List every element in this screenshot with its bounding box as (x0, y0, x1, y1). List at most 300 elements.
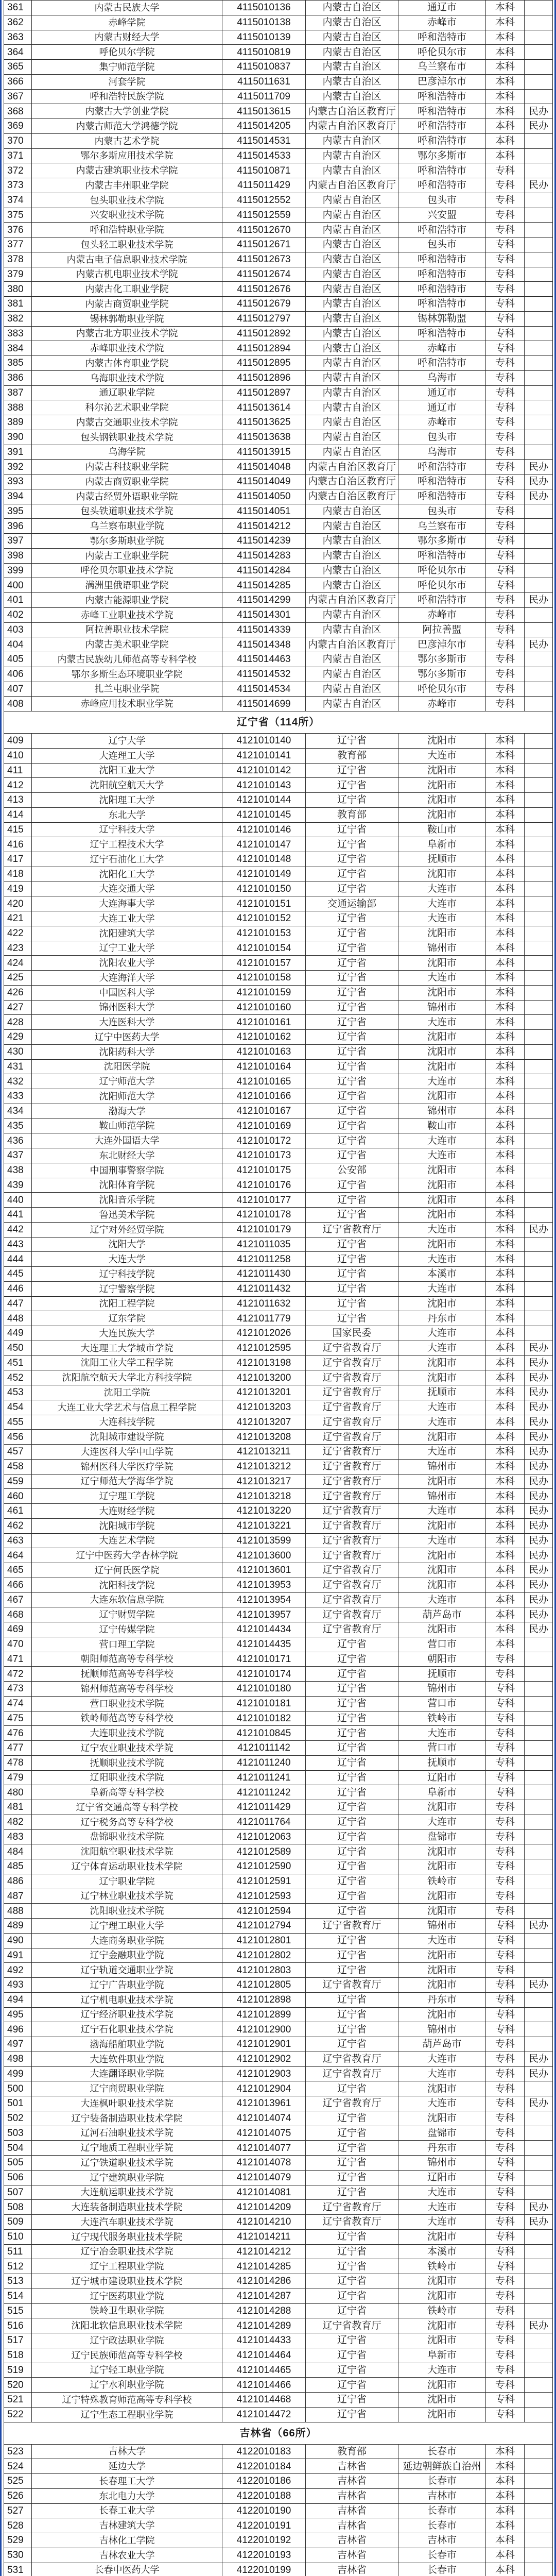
school-code-cell: 4115014299 (222, 593, 306, 608)
authority-cell: 辽宁省教育厅 (306, 1222, 398, 1237)
location-cell: 沈阳市 (398, 1889, 486, 1904)
table-row (4, 2363, 553, 2378)
location-cell: 呼和浩特市 (398, 133, 486, 148)
level-cell: 本科 (486, 1400, 525, 1415)
serial-number-cell: 382 (4, 311, 32, 326)
authority-cell: 辽宁省 (306, 1296, 398, 1311)
serial-number-cell: 472 (4, 1667, 32, 1682)
school-name-cell: 辽河石油职业技术学院 (32, 2126, 222, 2141)
table-row (4, 1489, 553, 1504)
table-row (4, 311, 553, 326)
remark-cell (525, 2274, 553, 2289)
remark-cell (525, 252, 553, 267)
school-code-cell: 4121010165 (222, 1074, 306, 1089)
level-cell: 本科 (486, 15, 525, 30)
remark-cell (525, 882, 553, 896)
authority-cell: 教育部 (306, 807, 398, 822)
authority-cell: 辽宁省教育厅 (306, 2096, 398, 2111)
location-cell: 乌兰察布市 (398, 60, 486, 75)
table-row (4, 1133, 553, 1148)
level-cell: 专科 (486, 311, 525, 326)
level-cell: 专科 (486, 1933, 525, 1948)
level-cell: 本科 (486, 867, 525, 882)
school-code-cell: 4121012589 (222, 1844, 306, 1859)
location-cell: 朝阳市 (398, 1652, 486, 1667)
remark-cell (525, 163, 553, 178)
location-cell: 沈阳市 (398, 1089, 486, 1104)
remark-cell (525, 2444, 553, 2459)
authority-cell: 内蒙古自治区 (306, 519, 398, 534)
level-cell: 专科 (486, 2022, 525, 2037)
authority-cell: 辽宁省 (306, 1178, 398, 1193)
table-row (4, 2459, 553, 2474)
school-name-cell: 大连工业大学 (32, 911, 222, 926)
remark-cell (525, 297, 553, 312)
authority-cell: 辽宁省 (306, 1889, 398, 1904)
level-cell: 专科 (486, 593, 525, 608)
level-cell: 本科 (486, 2548, 525, 2563)
level-cell: 本科 (486, 74, 525, 89)
school-code-cell: 4121013212 (222, 1459, 306, 1474)
authority-cell: 内蒙古自治区 (306, 385, 398, 400)
school-name-cell: 辽宁体育运动职业技术学院 (32, 1859, 222, 1874)
school-name-cell: 扎兰屯职业学院 (32, 682, 222, 697)
remark-cell: 民办 (525, 1548, 553, 1563)
school-code-cell: 4121010154 (222, 941, 306, 956)
table-row (4, 2378, 553, 2393)
school-name-cell: 集宁师范学院 (32, 60, 222, 75)
school-name-cell: 辽宁师范大学 (32, 1074, 222, 1089)
school-code-cell: 4121010159 (222, 985, 306, 1000)
location-cell: 沈阳市 (398, 1800, 486, 1815)
school-code-cell: 4121013198 (222, 1355, 306, 1370)
level-cell: 专科 (486, 400, 525, 415)
table-row (4, 971, 553, 986)
serial-number-cell: 423 (4, 941, 32, 956)
school-name-cell: 辽宁城市建设职业技术学院 (32, 2274, 222, 2289)
table-row (4, 882, 553, 896)
school-name-cell: 内蒙古商贸职业学院 (32, 474, 222, 489)
school-code-cell: 4121010150 (222, 882, 306, 896)
location-cell: 长春市 (398, 2548, 486, 2563)
serial-number-cell: 364 (4, 45, 32, 60)
remark-cell (525, 2022, 553, 2037)
table-row (4, 1059, 553, 1074)
school-name-cell: 大连东软信息学院 (32, 1592, 222, 1607)
level-cell: 本科 (486, 1474, 525, 1489)
table-row (4, 1711, 553, 1726)
level-cell: 专科 (486, 1785, 525, 1800)
school-name-cell: 辽宁铁道职业技术学院 (32, 2156, 222, 2171)
location-cell: 鄂尔多斯市 (398, 534, 486, 549)
table-row (4, 1992, 553, 2007)
serial-number-cell: 457 (4, 1445, 32, 1460)
school-name-cell: 大连大学 (32, 1252, 222, 1267)
school-name-cell: 鄂尔多斯职业学院 (32, 534, 222, 549)
school-code-cell: 4121010163 (222, 1044, 306, 1059)
location-cell: 大连市 (398, 1726, 486, 1741)
location-cell: 沈阳市 (398, 1430, 486, 1445)
authority-cell: 内蒙古自治区 (306, 148, 398, 163)
school-code-cell: 4115014049 (222, 474, 306, 489)
serial-number-cell: 498 (4, 2052, 32, 2066)
serial-number-cell: 475 (4, 1711, 32, 1726)
school-code-cell: 4121010149 (222, 867, 306, 882)
location-cell: 锦州市 (398, 941, 486, 956)
school-name-cell: 辽宁对外经贸学院 (32, 1222, 222, 1237)
authority-cell: 辽宁省 (306, 1992, 398, 2007)
school-name-cell: 乌兰察布职业学院 (32, 519, 222, 534)
level-cell: 本科 (486, 985, 525, 1000)
serial-number-cell: 422 (4, 926, 32, 941)
serial-number-cell: 530 (4, 2548, 32, 2563)
table-row (4, 1622, 553, 1637)
table-row (4, 341, 553, 356)
remark-cell (525, 1074, 553, 1089)
authority-cell: 内蒙古自治区 (306, 30, 398, 45)
authority-cell: 辽宁省教育厅 (306, 2318, 398, 2333)
location-cell: 呼和浩特市 (398, 548, 486, 563)
location-cell: 大连市 (398, 1148, 486, 1163)
level-cell: 本科 (486, 911, 525, 926)
school-name-cell: 大连商务职业学院 (32, 1933, 222, 1948)
level-cell: 专科 (486, 1874, 525, 1889)
table-row (4, 1578, 553, 1592)
authority-cell: 辽宁省教育厅 (306, 1415, 398, 1430)
school-code-cell: 4121010173 (222, 1148, 306, 1163)
authority-cell: 内蒙古自治区 (306, 430, 398, 445)
remark-cell: 民办 (525, 1489, 553, 1504)
level-cell: 本科 (486, 1089, 525, 1104)
school-code-cell: 4115012895 (222, 356, 306, 371)
remark-cell: 民办 (525, 1622, 553, 1637)
authority-cell: 吉林省 (306, 2548, 398, 2563)
serial-number-cell: 366 (4, 74, 32, 89)
school-code-cell: 4115011429 (222, 178, 306, 193)
serial-number-cell: 443 (4, 1237, 32, 1252)
remark-cell (525, 1015, 553, 1030)
level-cell: 专科 (486, 178, 525, 193)
remark-cell (525, 1755, 553, 1770)
school-code-cell: 4115012892 (222, 326, 306, 341)
location-cell: 包头市 (398, 430, 486, 445)
school-code-cell: 4121013601 (222, 1563, 306, 1578)
level-cell: 专科 (486, 1726, 525, 1741)
authority-cell: 内蒙古自治区教育厅 (306, 637, 398, 652)
level-cell: 专科 (486, 2111, 525, 2126)
region-heading: 辽宁省（114所） (4, 711, 553, 734)
school-code-cell: 4121010179 (222, 1222, 306, 1237)
school-name-cell: 辽宁地质工程职业学院 (32, 2141, 222, 2156)
level-cell: 专科 (486, 682, 525, 697)
table-row (4, 1963, 553, 1978)
school-code-cell: 4121012899 (222, 2007, 306, 2022)
level-cell: 本科 (486, 1637, 525, 1652)
serial-number-cell: 484 (4, 1844, 32, 1859)
authority-cell: 教育部 (306, 2444, 398, 2459)
serial-number-cell: 482 (4, 1815, 32, 1829)
serial-number-cell: 373 (4, 178, 32, 193)
location-cell: 葫芦岛市 (398, 1607, 486, 1622)
table-row (4, 1089, 553, 1104)
remark-cell (525, 133, 553, 148)
remark-cell (525, 385, 553, 400)
serial-number-cell: 365 (4, 60, 32, 75)
level-cell: 专科 (486, 1815, 525, 1829)
location-cell: 沈阳市 (398, 1030, 486, 1045)
school-name-cell: 长春中医药大学 (32, 2563, 222, 2576)
school-code-cell: 4122010188 (222, 2488, 306, 2503)
remark-cell (525, 2348, 553, 2363)
location-cell: 阜新市 (398, 837, 486, 852)
location-cell: 沈阳市 (398, 956, 486, 971)
remark-cell (525, 822, 553, 837)
location-cell: 长春市 (398, 2503, 486, 2518)
school-code-cell: 4115012559 (222, 208, 306, 223)
serial-number-cell: 379 (4, 267, 32, 282)
authority-cell: 内蒙古自治区 (306, 652, 398, 667)
authority-cell: 辽宁省 (306, 1015, 398, 1030)
level-cell: 专科 (486, 2052, 525, 2066)
serial-number-cell: 502 (4, 2111, 32, 2126)
school-code-cell: 4121014434 (222, 1622, 306, 1637)
school-code-cell: 4121013599 (222, 1533, 306, 1548)
level-cell: 专科 (486, 2274, 525, 2289)
remark-cell (525, 2229, 553, 2244)
remark-cell (525, 2503, 553, 2518)
location-cell: 乌兰察布市 (398, 519, 486, 534)
school-name-cell: 大连海洋大学 (32, 971, 222, 986)
serial-number-cell: 474 (4, 1696, 32, 1711)
table-row (4, 2007, 553, 2022)
level-cell: 本科 (486, 1178, 525, 1193)
school-code-cell: 4121010180 (222, 1682, 306, 1697)
school-name-cell: 大连交通大学 (32, 882, 222, 896)
remark-cell: 民办 (525, 1978, 553, 1993)
serial-number-cell: 488 (4, 1904, 32, 1919)
remark-cell (525, 1770, 553, 1785)
remark-cell: 民办 (525, 1592, 553, 1607)
authority-cell: 吉林省 (306, 2459, 398, 2474)
location-cell: 呼和浩特市 (398, 460, 486, 474)
authority-cell: 辽宁省 (306, 1089, 398, 1104)
level-cell: 本科 (486, 1044, 525, 1059)
serial-number-cell: 440 (4, 1193, 32, 1208)
table-row (4, 1415, 553, 1430)
level-cell: 本科 (486, 1459, 525, 1474)
serial-number-cell: 509 (4, 2215, 32, 2230)
authority-cell: 辽宁省 (306, 1311, 398, 1326)
serial-number-cell: 381 (4, 297, 32, 312)
table-row (4, 1696, 553, 1711)
level-cell: 本科 (486, 1, 525, 15)
level-cell: 本科 (486, 1104, 525, 1118)
school-code-cell: 4121010178 (222, 1208, 306, 1223)
school-name-cell: 辽宁广告职业学院 (32, 1978, 222, 1993)
authority-cell: 辽宁省 (306, 1074, 398, 1089)
serial-number-cell: 524 (4, 2459, 32, 2474)
remark-cell (525, 282, 553, 297)
serial-number-cell: 383 (4, 326, 32, 341)
remark-cell (525, 1044, 553, 1059)
table-row (4, 89, 553, 104)
table-row (4, 1741, 553, 1756)
serial-number-cell: 531 (4, 2563, 32, 2576)
school-name-cell: 辽宁林业职业技术学院 (32, 1889, 222, 1904)
level-cell: 专科 (486, 1844, 525, 1859)
location-cell: 沈阳市 (398, 1370, 486, 1385)
table-row (4, 1118, 553, 1133)
school-name-cell: 辽宁职业学院 (32, 1874, 222, 1889)
school-code-cell: 4121014075 (222, 2126, 306, 2141)
serial-number-cell: 465 (4, 1563, 32, 1578)
serial-number-cell: 527 (4, 2503, 32, 2518)
serial-number-cell: 496 (4, 2022, 32, 2037)
authority-cell: 吉林省 (306, 2518, 398, 2533)
school-name-cell: 辽宁轨道交通职业学院 (32, 1963, 222, 1978)
location-cell: 大连市 (398, 1815, 486, 1829)
location-cell: 沈阳市 (398, 867, 486, 882)
serial-number-cell: 367 (4, 89, 32, 104)
location-cell: 呼和浩特市 (398, 326, 486, 341)
table-row (4, 267, 553, 282)
serial-number-cell: 384 (4, 341, 32, 356)
authority-cell: 辽宁省教育厅 (306, 1518, 398, 1533)
level-cell: 专科 (486, 504, 525, 519)
school-name-cell: 大连财经学院 (32, 1504, 222, 1519)
level-cell: 专科 (486, 2303, 525, 2318)
school-name-cell: 锦州医科大学医疗学院 (32, 1459, 222, 1474)
remark-cell (525, 1, 553, 15)
table-row (4, 1785, 553, 1800)
table-row (4, 2141, 553, 2156)
remark-cell (525, 2289, 553, 2303)
table-row (4, 1355, 553, 1370)
level-cell: 本科 (486, 1533, 525, 1548)
school-name-cell: 沈阳工学院 (32, 1385, 222, 1400)
serial-number-cell: 375 (4, 208, 32, 223)
school-code-cell: 4121010158 (222, 971, 306, 986)
school-name-cell: 锡林郭勒职业学院 (32, 311, 222, 326)
table-row (4, 1682, 553, 1697)
level-cell: 专科 (486, 2215, 525, 2230)
location-cell: 延边朝鲜族自治州 (398, 2459, 486, 2474)
level-cell: 专科 (486, 652, 525, 667)
location-cell: 乌海市 (398, 445, 486, 460)
table-row (4, 178, 553, 193)
table-row (4, 193, 553, 208)
remark-cell (525, 926, 553, 941)
authority-cell: 辽宁省教育厅 (306, 1430, 398, 1445)
school-name-cell: 渤海船舶职业学院 (32, 2037, 222, 2052)
level-cell: 本科 (486, 941, 525, 956)
serial-number-cell: 477 (4, 1741, 32, 1756)
table-row (4, 1104, 553, 1118)
table-row (4, 119, 553, 134)
school-name-cell: 内蒙古电子信息职业技术学院 (32, 252, 222, 267)
level-cell: 专科 (486, 1741, 525, 1756)
serial-number-cell: 438 (4, 1163, 32, 1178)
school-name-cell: 内蒙古民族大学 (32, 1, 222, 15)
remark-cell (525, 1785, 553, 1800)
school-code-cell: 4122010186 (222, 2474, 306, 2489)
school-code-cell: 4121014209 (222, 2200, 306, 2215)
school-name-cell: 鄂尔多斯应用技术学院 (32, 148, 222, 163)
school-name-cell: 辽宁理工学院 (32, 1489, 222, 1504)
authority-cell: 辽宁省 (306, 2348, 398, 2363)
location-cell: 本溪市 (398, 2244, 486, 2259)
remark-cell (525, 311, 553, 326)
serial-number-cell: 451 (4, 1355, 32, 1370)
location-cell: 呼和浩特市 (398, 282, 486, 297)
school-name-cell: 大连艺术学院 (32, 1533, 222, 1548)
table-row (4, 326, 553, 341)
remark-cell (525, 1904, 553, 1919)
remark-cell (525, 2488, 553, 2503)
remark-cell: 民办 (525, 178, 553, 193)
remark-cell: 民办 (525, 2066, 553, 2081)
school-name-cell: 赤峰学院 (32, 15, 222, 30)
authority-cell: 内蒙古自治区 (306, 548, 398, 563)
serial-number-cell: 412 (4, 778, 32, 793)
serial-number-cell: 447 (4, 1296, 32, 1311)
serial-number-cell: 411 (4, 763, 32, 778)
serial-number-cell: 371 (4, 148, 32, 163)
remark-cell (525, 534, 553, 549)
serial-number-cell: 505 (4, 2156, 32, 2171)
school-code-cell: 4115014050 (222, 489, 306, 504)
school-name-cell: 朝阳师范高等专科学校 (32, 1652, 222, 1667)
remark-cell (525, 748, 553, 763)
table-row (4, 1474, 553, 1489)
remark-cell: 民办 (525, 637, 553, 652)
table-row (4, 1726, 553, 1741)
location-cell: 沈阳市 (398, 2407, 486, 2422)
authority-cell: 内蒙古自治区 (306, 311, 398, 326)
school-code-cell: 4121012593 (222, 1889, 306, 1904)
school-code-cell: 4121014074 (222, 2111, 306, 2126)
remark-cell: 民办 (525, 1518, 553, 1533)
school-code-cell: 4121010166 (222, 1089, 306, 1104)
remark-cell (525, 1652, 553, 1667)
table-row (4, 1800, 553, 1815)
remark-cell (525, 223, 553, 238)
table-row (4, 238, 553, 252)
authority-cell: 内蒙古自治区教育厅 (306, 593, 398, 608)
location-cell: 大连市 (398, 1341, 486, 1355)
table-row (4, 1667, 553, 1682)
level-cell: 专科 (486, 1992, 525, 2007)
school-code-cell: 4121010181 (222, 1696, 306, 1711)
school-code-cell: 4121010145 (222, 807, 306, 822)
serial-number-cell: 378 (4, 252, 32, 267)
table-row (4, 74, 553, 89)
school-code-cell: 4121012802 (222, 1948, 306, 1963)
authority-cell: 辽宁省 (306, 1267, 398, 1282)
school-name-cell: 大连装备制造职业技术学院 (32, 2200, 222, 2215)
school-name-cell: 辽宁商贸职业学院 (32, 2081, 222, 2096)
serial-number-cell: 376 (4, 223, 32, 238)
location-cell: 沈阳市 (398, 1208, 486, 1223)
level-cell: 本科 (486, 793, 525, 808)
remark-cell (525, 2185, 553, 2200)
remark-cell (525, 971, 553, 986)
remark-cell (525, 2081, 553, 2096)
level-cell: 本科 (486, 104, 525, 119)
school-code-cell: 4121012805 (222, 1978, 306, 1993)
school-code-cell: 4121010161 (222, 1015, 306, 1030)
table-row (4, 460, 553, 474)
